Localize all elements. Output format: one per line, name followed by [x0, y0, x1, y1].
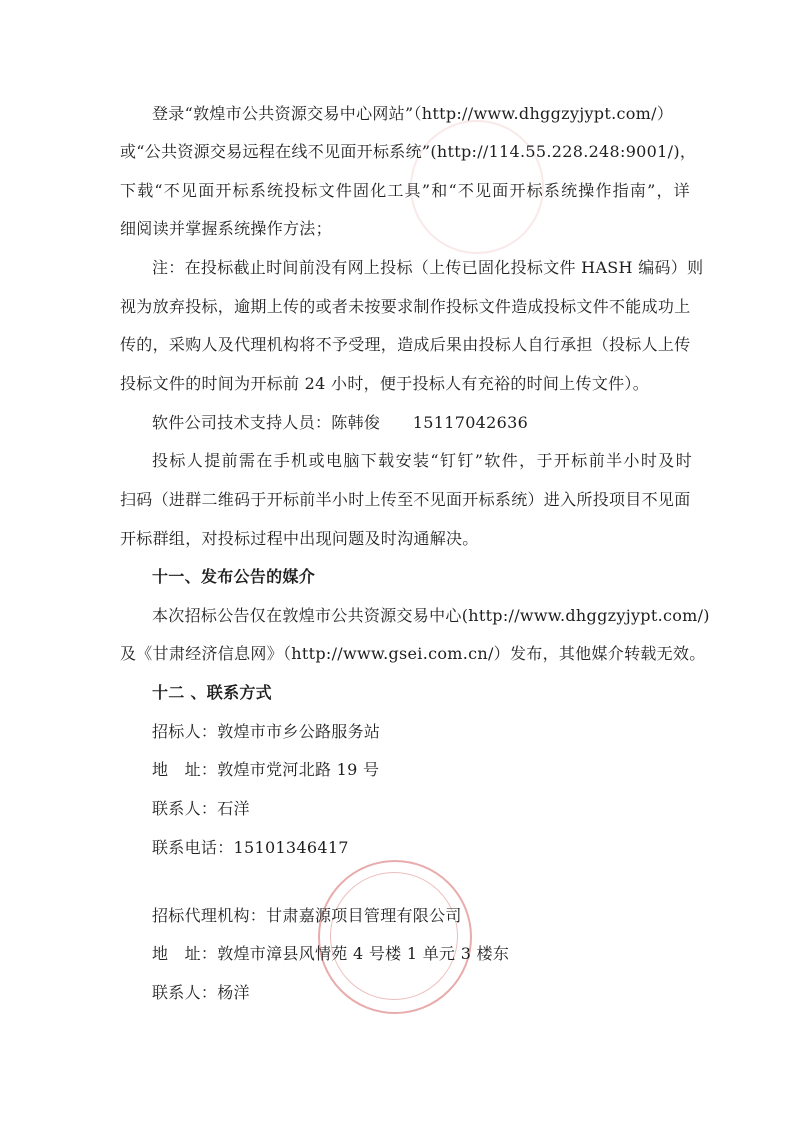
- contact-line: 地 址：敦煌市漳县风情苑 4 号楼 1 单元 3 楼东: [152, 944, 510, 963]
- section-heading: 十二 、联系方式: [152, 683, 272, 702]
- contact-line: 联系人：杨洋: [152, 983, 250, 1002]
- paragraph-line: 传的，采购人及代理机构将不予受理，造成后果由投标人自行承担（投标人上传: [120, 335, 691, 354]
- paragraph-line: 投标文件的时间为开标前 24 小时，便于投标人有充裕的时间上传文件）。: [120, 374, 650, 393]
- paragraph-line: 视为放弃投标，逾期上传的或者未按要求制作投标文件造成投标文件不能成功上: [120, 297, 691, 316]
- paragraph-line: 登录“敦煌市公共资源交易中心网站”（http://www.dhggzyjypt.com/）: [152, 104, 674, 123]
- paragraph-line: 软件公司技术支持人员：陈韩俊 15117042636: [152, 413, 529, 432]
- paragraph-line: 扫码（进群二维码于开标前半小时上传至不见面开标系统）进入所投项目不见面: [120, 490, 691, 509]
- contact-line: 招标代理机构：甘肃嘉源项目管理有限公司: [152, 906, 462, 925]
- paragraph-line: 下载“不见面开标系统投标文件固化工具”和“不见面开标系统操作指南”，详: [120, 181, 690, 200]
- paragraph-line: 本次招标公告仅在敦煌市公共资源交易中心(http://www.dhggzyjypt.com/): [152, 606, 710, 625]
- contact-line: 联系人：石洋: [152, 799, 250, 818]
- section-heading: 十一、发布公告的媒介: [152, 567, 316, 586]
- paragraph-line: 投标人提前需在手机或电脑下载安装“钉钉”软件，于开标前半小时及时: [152, 451, 692, 470]
- contact-line: 联系电话：15101346417: [152, 838, 349, 857]
- paragraph-line: 或“公共资源交易远程在线不见面开标系统”(http://114.55.228.248:9001/)，: [120, 142, 697, 161]
- paragraph-line: 及《甘肃经济信息网》（http://www.gsei.com.cn/）发布，其他媒介转载无效。: [120, 644, 706, 663]
- paragraph-line: 注：在投标截止时间前没有网上投标（上传已固化投标文件 HASH 编码）则: [152, 258, 704, 277]
- paragraph-line: 细阅读并掌握系统操作方法；: [120, 219, 332, 238]
- paragraph-line: 开标群组，对投标过程中出现问题及时沟通解决。: [120, 529, 479, 548]
- contact-line: 地 址：敦煌市党河北路 19 号: [152, 760, 380, 779]
- official-seal-inner-ring: [330, 872, 458, 1000]
- contact-line: 招标人：敦煌市市乡公路服务站: [152, 722, 381, 741]
